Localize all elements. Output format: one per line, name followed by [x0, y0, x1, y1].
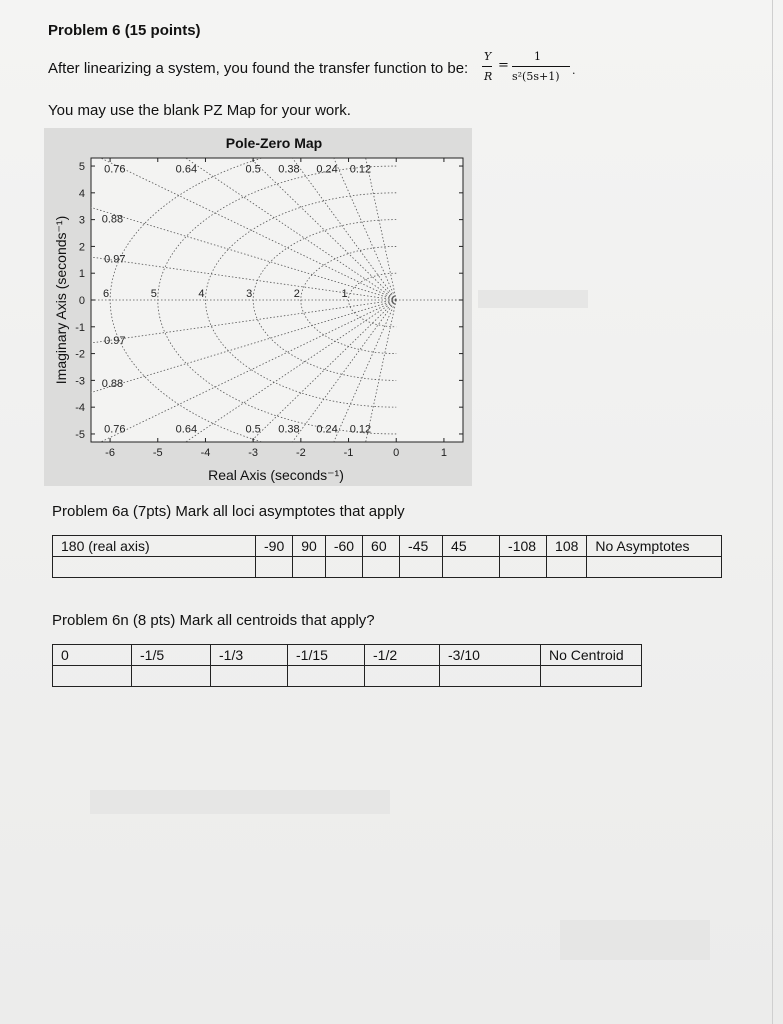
option-cell: No Asymptotes [587, 536, 722, 557]
page-edge [772, 0, 773, 1024]
tf-fraction-bar [482, 66, 492, 67]
damping-label: 0.76 [104, 423, 126, 436]
x-tick-label: -2 [295, 447, 306, 459]
damping-label: 0.97 [104, 253, 126, 266]
damping-label: 0.5 [245, 163, 261, 176]
damping-label: 0.97 [104, 335, 126, 348]
answer-mark-cell[interactable] [443, 557, 500, 578]
damping-label: 0.38 [278, 423, 300, 436]
frequency-label: 6 [103, 288, 110, 300]
x-tick-label: -3 [248, 447, 259, 459]
frequency-label: 2 [293, 288, 300, 300]
damping-label: 0.24 [316, 163, 338, 176]
frequency-label: 1 [341, 288, 348, 300]
y-tick-label: 1 [78, 268, 85, 281]
tf-input-symbol: R [484, 70, 493, 83]
option-cell: -108 [500, 536, 547, 557]
answer-mark-cell[interactable] [293, 557, 326, 578]
y-tick-label: 0 [78, 295, 85, 307]
option-cell: -60 [325, 536, 362, 557]
y-tick-label: 2 [78, 241, 85, 254]
answer-mark-cell[interactable] [132, 666, 211, 687]
tf-equals: = [498, 58, 509, 73]
option-cell: -45 [400, 536, 443, 557]
pole-zero-map-figure [44, 128, 472, 486]
y-tick-label: -4 [75, 402, 85, 415]
answer-mark-cell[interactable] [211, 666, 288, 687]
damping-label: 0.88 [101, 213, 124, 226]
answer-mark-cell[interactable] [365, 666, 440, 687]
frequency-label: 3 [246, 288, 253, 300]
y-tick-label: -1 [75, 321, 85, 334]
option-cell: 108 [547, 536, 587, 557]
option-cell: 90 [293, 536, 326, 557]
damping-label: 0.12 [349, 163, 372, 176]
pz-ylabel: Imaginary Axis (seconds⁻¹) [53, 215, 69, 385]
y-tick-label: -3 [75, 375, 85, 388]
answer-mark-cell[interactable] [53, 666, 132, 687]
damping-label: 0.38 [278, 163, 300, 176]
option-cell: -1/15 [288, 645, 365, 666]
option-cell: 0 [53, 645, 132, 666]
damping-label: 0.76 [104, 163, 126, 176]
damping-label: 0.64 [175, 423, 198, 436]
y-tick-label: 5 [78, 161, 85, 174]
x-tick-label: -1 [343, 447, 354, 459]
option-cell: -1/5 [132, 645, 211, 666]
x-tick-label: -6 [105, 447, 115, 459]
bleed-through-shadow [478, 290, 588, 308]
x-tick-label: 0 [393, 447, 400, 459]
option-cell: -3/10 [440, 645, 541, 666]
pz-title: Pole-Zero Map [225, 135, 323, 151]
answer-mark-cell[interactable] [541, 666, 642, 687]
y-tick-label: 3 [78, 214, 85, 227]
answer-mark-cell[interactable] [587, 557, 722, 578]
tf-numerator: 1 [534, 50, 541, 63]
option-cell: -1/3 [211, 645, 288, 666]
tf-output-symbol: Y [484, 50, 492, 63]
asymptote-answer-table [52, 535, 722, 578]
y-tick-label: -5 [75, 428, 85, 441]
answer-mark-cell[interactable] [400, 557, 443, 578]
frequency-label: 5 [150, 288, 157, 300]
answer-mark-cell[interactable] [363, 557, 400, 578]
option-cell: 45 [443, 536, 500, 557]
tf-period: . [572, 64, 576, 77]
bleed-through-shadow [560, 920, 710, 960]
damping-label: 0.5 [245, 423, 261, 436]
option-cell: 180 (real axis) [53, 536, 256, 557]
damping-label: 0.88 [101, 378, 124, 391]
answer-mark-cell[interactable] [256, 557, 293, 578]
transfer-function [482, 46, 592, 96]
answer-mark-cell[interactable] [547, 557, 587, 578]
tf-fraction-bar [512, 66, 570, 67]
answer-mark-cell[interactable] [53, 557, 256, 578]
answer-mark-cell[interactable] [500, 557, 547, 578]
option-cell: -90 [256, 536, 293, 557]
frequency-label: 4 [198, 288, 205, 300]
x-tick-label: 1 [440, 447, 447, 459]
problem-title: Problem 6 (15 points) [48, 22, 201, 39]
x-tick-label: -5 [152, 447, 163, 459]
damping-label: 0.64 [175, 163, 198, 176]
answer-mark-cell[interactable] [325, 557, 362, 578]
answer-mark-cell[interactable] [288, 666, 365, 687]
x-tick-label: -4 [200, 447, 211, 459]
option-cell: 60 [363, 536, 400, 557]
instruction-note: You may use the blank PZ Map for your work. [48, 102, 351, 119]
bleed-through-shadow [90, 790, 390, 814]
tf-denominator: s²(5s+1) [512, 70, 560, 83]
damping-label: 0.24 [316, 423, 338, 436]
option-cell: -1/2 [365, 645, 440, 666]
question-6a-prompt: Problem 6a (7pts) Mark all loci asymptotes that apply [52, 503, 405, 520]
question-6b-prompt: Problem 6n (8 pts) Mark all centroids that apply? [52, 612, 375, 629]
answer-mark-cell[interactable] [440, 666, 541, 687]
y-tick-label: 4 [78, 187, 85, 200]
problem-intro: After linearizing a system, you found the transfer function to be: [48, 60, 469, 77]
pole-zero-map-plot [44, 128, 472, 486]
y-tick-label: -2 [75, 348, 85, 361]
option-cell: No Centroid [541, 645, 642, 666]
damping-label: 0.12 [349, 423, 372, 436]
centroid-answer-table [52, 644, 642, 687]
pz-xlabel: Real Axis (seconds⁻¹) [208, 467, 344, 483]
